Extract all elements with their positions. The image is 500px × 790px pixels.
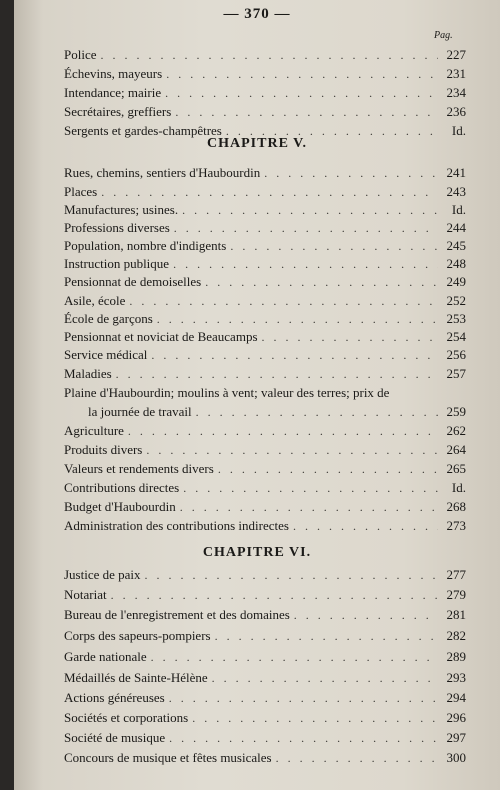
toc-entry-multiline-first: Plaine d'Haubourdin; moulins à vent; valeur des terres; prix de bbox=[64, 385, 390, 400]
toc-entry: Asile, école . . . 252 bbox=[64, 293, 466, 310]
book-page bbox=[14, 0, 500, 790]
toc-entry: Actions généreuses . . . 294 bbox=[64, 690, 466, 707]
toc-entry: Places . . . 243 bbox=[64, 184, 466, 201]
toc-entry: Contributions directes . . . Id. bbox=[64, 480, 466, 497]
toc-entry: Pensionnat de demoiselles . . . 249 bbox=[64, 274, 466, 291]
toc-entry: Administration des contributions indirectes . . . 273 bbox=[64, 518, 466, 535]
toc-entry: Société de musique . . . 297 bbox=[64, 730, 466, 747]
toc-entry: Manufactures; usines. . . . Id. bbox=[64, 202, 466, 219]
toc-entry: Notariat . . . 279 bbox=[64, 587, 466, 604]
chapter-6-heading: CHAPITRE VI. bbox=[202, 545, 312, 560]
toc-entry: Professions diverses . . . 244 bbox=[64, 220, 466, 237]
toc-entry: École de garçons . . . 253 bbox=[64, 311, 466, 328]
toc-entry: Rues, chemins, sentiers d'Haubourdin . . . 241 bbox=[64, 165, 466, 182]
toc-entry: Valeurs et rendements divers . . . 265 bbox=[64, 461, 466, 478]
toc-entry: Bureau de l'enregistrement et des domaines . . . 281 bbox=[64, 607, 466, 624]
toc-entry: Service médical . . . 256 bbox=[64, 347, 466, 364]
toc-entry: Échevins, mayeurs . . . 231 bbox=[64, 66, 466, 83]
page-number: — 370 — bbox=[223, 6, 291, 22]
toc-entry: Police . . . 227 bbox=[64, 47, 466, 64]
toc-entry: Intendance; mairie . . . 234 bbox=[64, 85, 466, 102]
toc-entry: Budget d'Haubourdin . . . 268 bbox=[64, 499, 466, 516]
toc-entry: Sergents et gardes-champêtres . . . Id. bbox=[64, 123, 466, 140]
chapter-5-heading: CHAPITRE V. bbox=[207, 136, 307, 151]
toc-entry: Médaillés de Sainte-Hélène . . . 293 bbox=[64, 670, 466, 687]
toc-entry: Instruction publique . . . 248 bbox=[64, 256, 466, 273]
toc-entry: Sociétés et corporations . . . 296 bbox=[64, 710, 466, 727]
toc-entry: la journée de travail . . . 259 bbox=[88, 404, 466, 421]
toc-entry: Corps des sapeurs-pompiers . . . 282 bbox=[64, 628, 466, 645]
toc-entry: Population, nombre d'indigents . . . 245 bbox=[64, 238, 466, 255]
toc-entry: Secrétaires, greffiers . . . 236 bbox=[64, 104, 466, 121]
toc-entry: Pensionnat et noviciat de Beaucamps . . . 254 bbox=[64, 329, 466, 346]
toc-entry: Maladies . . . 257 bbox=[64, 366, 466, 383]
toc-entry: Garde nationale . . . 289 bbox=[64, 649, 466, 666]
toc-entry: Concours de musique et fêtes musicales . . . 300 bbox=[64, 750, 466, 767]
toc-entry: Justice de paix . . . 277 bbox=[64, 567, 466, 584]
toc-entry: Agriculture . . . 262 bbox=[64, 423, 466, 440]
toc-entry: Produits divers . . . 264 bbox=[64, 442, 466, 459]
pag-column-label: Pag. bbox=[434, 30, 453, 41]
